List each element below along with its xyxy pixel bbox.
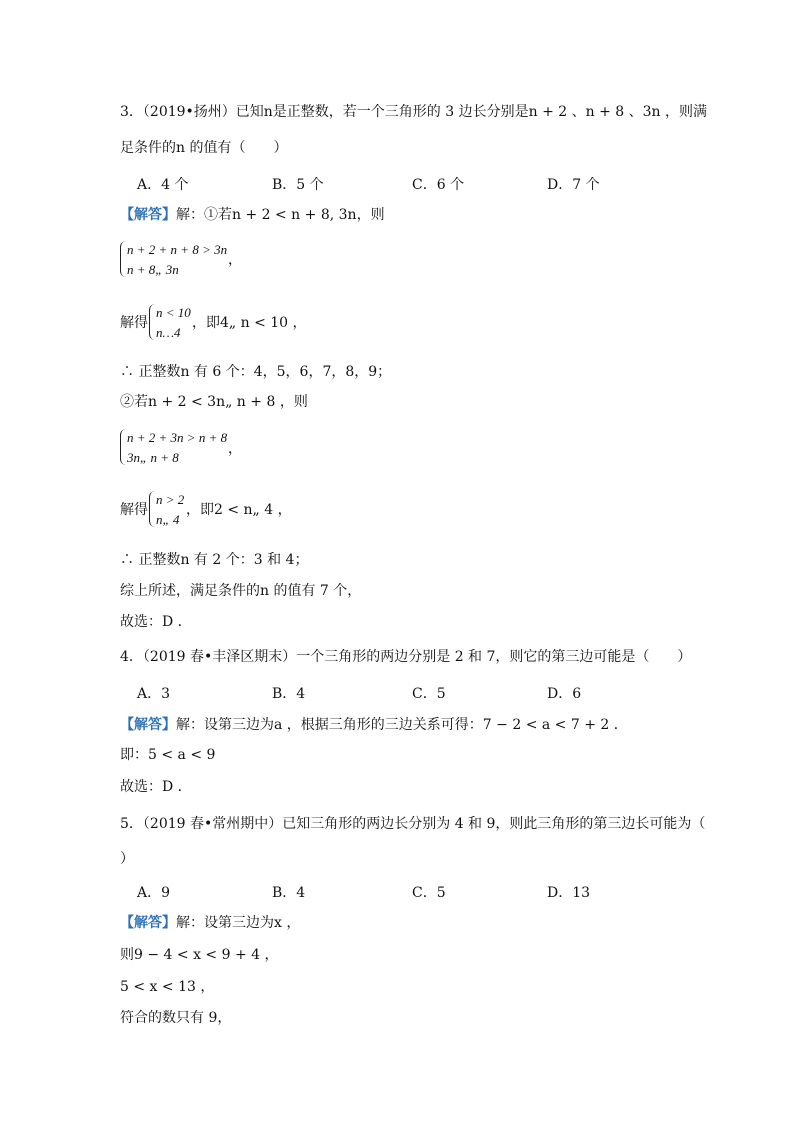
q3-solve2-label: 解得	[120, 502, 148, 518]
q3-option-b: B．5 个	[272, 177, 324, 193]
q5-option-d: D．13	[547, 885, 591, 901]
q3-system1-eq2: n + 8„ 3n	[127, 262, 179, 277]
q3-system3-eq1: n + 2 + 3n > n + 8	[127, 430, 228, 445]
q3-integers-case1: ∴ 正整数n 有 6 个：4，5，6，7，8，9；	[120, 364, 392, 380]
q3-stem-line2: 足条件的n 的值有（ ）	[120, 140, 288, 156]
q3-system3-tail: ，	[228, 441, 242, 457]
q3-system1-eq1: n + 2 + n + 8 > 3n	[127, 242, 228, 257]
q4-solution	[120, 715, 628, 735]
q5-option-c: C．5	[412, 885, 446, 901]
q5-solution-line4: 符合的数只有 9，	[120, 1010, 232, 1026]
q5-solution-line2: 则9 − 4 < x < 9 + 4 ，	[120, 947, 279, 963]
q3-integers-case2: ∴ 正整数n 有 2 个：3 和 4；	[120, 552, 309, 568]
q4-choose: 故选：D ．	[120, 779, 192, 795]
q3-solve1-result: ，即4„ n < 10 ，	[192, 315, 307, 331]
q3-solve2-result: ，即2 < n„ 4 ，	[186, 502, 292, 518]
q5-solution-text: 解：设第三边为x ，	[176, 915, 301, 931]
q3-option-a: A．4 个	[137, 177, 189, 193]
q4-option-a: A．3	[137, 686, 171, 702]
q3-summary: 综上所述，满足条件的n 的值有 7 个，	[120, 583, 362, 599]
q3-option-d: D．7 个	[547, 177, 600, 193]
q4-solution-line2: 即：5 < a < 9	[120, 747, 216, 763]
q3-stem-line1: 3．（2019•扬州）已知n是正整数，若一个三角形的 3 边长分别是n + 2 、n + 8 、3n ，则满	[120, 104, 708, 120]
q3-case2-intro: ②若n + 2 < 3n„ n + 8 ，则	[120, 394, 308, 410]
q3-choose: 故选：D ．	[120, 614, 192, 630]
q4-stem: 4．（2019 春•丰泽区期末）一个三角形的两边分别是 2 和 7，则它的第三边可能是（ ）	[120, 649, 692, 665]
q3-solution-intro	[120, 205, 385, 225]
q5-answer-tag: 【解答】	[120, 915, 176, 931]
q5-option-b: B．4	[272, 885, 306, 901]
q3-system1-tail: ，	[228, 252, 242, 268]
q5-solution-line3: 5 < x < 13 ，	[120, 979, 215, 995]
q3-option-c: C．6 个	[412, 177, 465, 193]
q3-answer-tag: 【解答】	[120, 207, 176, 223]
q3-system3-eq2: 3n„ n + 8	[127, 450, 179, 465]
q3-solve1-label: 解得	[120, 315, 148, 331]
q5-stem-line1: 5．（2019 春•常州期中）已知三角形的两边长分别为 4 和 9，则此三角形的第三边长可能为（	[120, 816, 706, 832]
q3-solution-text: 解：①若n + 2 < n + 8, 3n，则	[176, 207, 385, 223]
q4-solution-text: 解：设第三边为a ，根据三角形的三边关系可得：7 − 2 < a < 7 + 2 ．	[176, 717, 628, 733]
q3-system2-eq2: n…4	[156, 325, 181, 340]
q5-option-a: A．9	[137, 885, 171, 901]
q3-system2-eq1: n < 10	[156, 305, 191, 320]
q3-system4-eq2: n„ 4	[156, 512, 180, 527]
q4-option-b: B．4	[272, 686, 306, 702]
q5-solution	[120, 913, 300, 933]
q4-answer-tag: 【解答】	[120, 717, 176, 733]
q4-option-c: C．5	[412, 686, 446, 702]
q5-stem-line2: ）	[120, 851, 134, 867]
q3-system4-eq1: n > 2	[156, 492, 185, 507]
q4-option-d: D．6	[547, 686, 582, 702]
